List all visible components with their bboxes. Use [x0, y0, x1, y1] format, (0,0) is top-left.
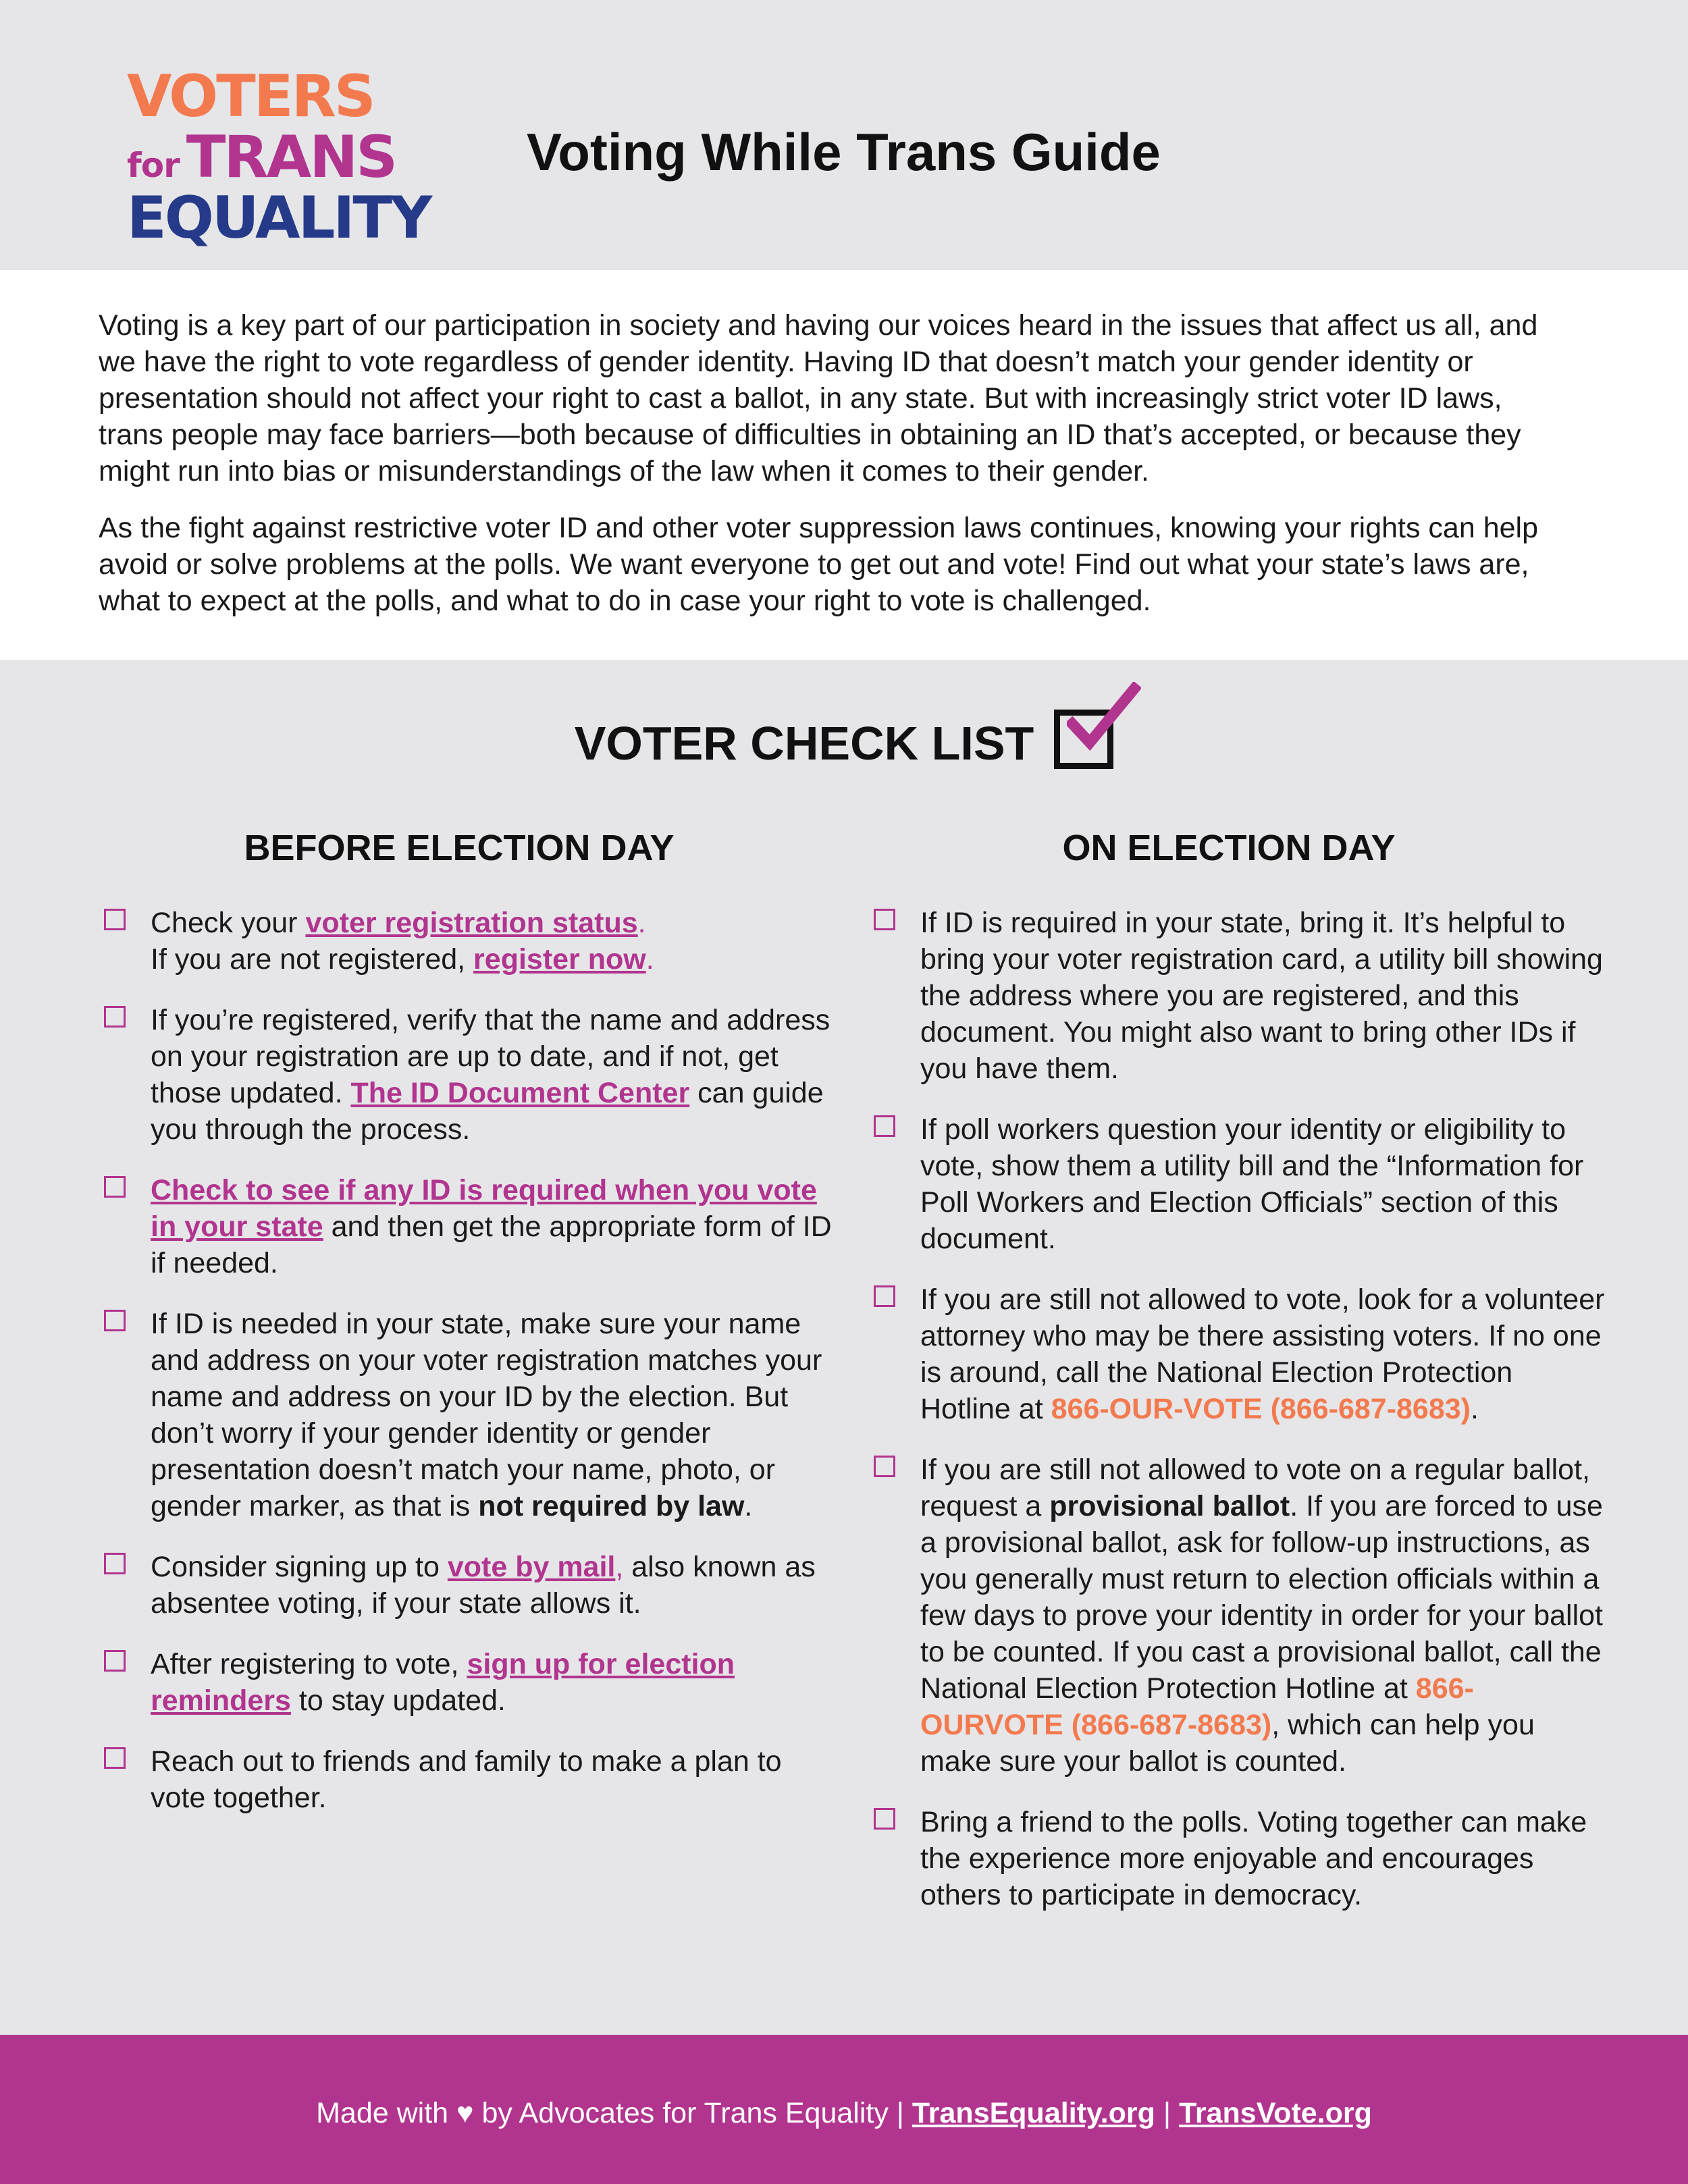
checkbox[interactable]: [874, 1115, 895, 1137]
on-election-day-list: [870, 905, 1606, 1938]
logo-word-trans: TRANS: [186, 124, 396, 191]
item-text: Consider signing up to: [151, 1551, 448, 1583]
logo-line-equality: EQUALITY: [127, 184, 431, 252]
item-text: , which can help you make sure your ballot is counted.: [920, 1709, 1535, 1778]
item-text: .: [744, 1490, 753, 1522]
list-item: [100, 1306, 836, 1524]
transvote-link[interactable]: TransVote.org: [1178, 2097, 1372, 2129]
hotline-phone-number[interactable]: 866-OUR-VOTE (866-687-8683): [1051, 1393, 1471, 1425]
item-text: Reach out to friends and family to make a plan to vote together.: [151, 1745, 782, 1814]
item-text: .: [1471, 1393, 1479, 1425]
list-item: [100, 1646, 836, 1719]
list-item: [100, 905, 836, 978]
checkbox[interactable]: [104, 1650, 126, 1672]
checkmark-icon: [1067, 682, 1141, 756]
header-band: [0, 0, 1688, 270]
footer-credit: by Advocates for Trans Equality |: [473, 2097, 912, 2129]
item-text: If you are still not allowed to vote on a regular ballot, request a: [920, 1454, 1590, 1522]
vote-by-mail-link[interactable]: vote by mail: [447, 1551, 616, 1583]
item-text: If you are not registered,: [151, 943, 474, 976]
checkbox[interactable]: [874, 1456, 895, 1477]
intro-paragraph-2: As the fight against restrictive voter ID and other voter suppression laws continues, knowing your rights can help avoid or solve problems at the polls. We want everyone to get out and vote! Find out what your state’s laws are, what to expect at the polls, and what to do in case your right to vote is challenged.: [99, 512, 1538, 617]
list-item: [870, 1804, 1606, 1913]
logo-line-voters: VOTERS: [127, 63, 374, 130]
footer-separator: |: [1155, 2097, 1179, 2129]
item-text: .: [645, 943, 654, 976]
item-text: If poll workers question your identity or eligibility to vote, show them a utility bill and the “Information for Poll Workers and Election Officials” section of this document.: [920, 1113, 1584, 1255]
on-election-day-heading: ON ELECTION DAY: [1062, 828, 1396, 868]
item-text: If ID is required in your state, bring it. It’s helpful to bring your voter registration card, a utility bill showing the address where you are registered, and this document. You might also want to bring other IDs if you have them.: [920, 907, 1603, 1085]
list-item: [870, 905, 1606, 1087]
checkbox[interactable]: [104, 1176, 126, 1198]
checkbox[interactable]: [104, 909, 126, 930]
item-text: can guide you through the process.: [151, 1077, 824, 1146]
item-text: If ID is needed in your state, make sure your name and address on your voter registration matches your name and address on your ID by the election. But don’t worry if your gender identity or gender presentation doesn’t match your name, photo, or gender marker, as that is: [151, 1308, 822, 1522]
footer-band: [0, 2035, 1688, 2184]
checkbox[interactable]: [874, 909, 895, 930]
list-item: [870, 1111, 1606, 1257]
list-item: [870, 1281, 1606, 1427]
item-text: Bring a friend to the polls. Voting together can make the experience more enjoyable and encourages others to participate in democracy.: [920, 1806, 1587, 1911]
list-item: [100, 1172, 836, 1281]
checkbox[interactable]: [874, 1285, 895, 1307]
checkbox[interactable]: [104, 1310, 126, 1331]
hotline-phone-number[interactable]: 866-OURVOTE (866-687-8683): [920, 1672, 1474, 1741]
footer-made-with: Made with: [316, 2097, 457, 2129]
item-text: Check your: [151, 907, 306, 939]
id-document-center-link[interactable]: The ID Document Center: [350, 1077, 690, 1109]
election-reminders-link[interactable]: sign up for election reminders: [151, 1648, 735, 1717]
footer-text: [0, 2097, 1688, 2130]
checkbox[interactable]: [874, 1808, 895, 1830]
item-bold-text: provisional ballot: [1049, 1490, 1290, 1522]
checkbox[interactable]: [104, 1006, 126, 1028]
intro-paragraph-1: Voting is a key part of our participation in society and having our voices heard in the issues that affect us all, and we have the right to vote regardless of gender identity. Having ID that doesn’t match your gender identity or presentation should not affect your right to cast a ballot, in any state. But with increasingly strict voter ID laws, trans people may face barriers—both because of difficulties in obtaining an ID that’s accepted, or because they might run into bias or misunderstandings of the law when it comes to their gender.: [99, 309, 1538, 487]
logo-line-trans: [127, 124, 396, 191]
item-text: also known as absentee voting, if your state allows it.: [151, 1551, 816, 1620]
item-text: . If you are forced to use a provisional ballot, ask for follow-up instructions, as you generally must return to election officials within a few days to prove your identity in order for your ballot to be counted. If you cast a provisional ballot, call the National Election Protection Hotline at: [920, 1490, 1604, 1705]
list-item: [100, 1002, 836, 1148]
item-text: .: [637, 907, 646, 939]
intro-section: [99, 307, 1571, 639]
page-title: Voting While Trans Guide: [527, 122, 1161, 182]
checkmark-box-icon: [1054, 710, 1113, 769]
voter-registration-status-link[interactable]: voter registration status: [305, 907, 638, 939]
item-bold-text: not required by law: [478, 1490, 745, 1522]
list-item: [870, 1451, 1606, 1780]
before-election-day-heading: BEFORE ELECTION DAY: [244, 828, 675, 868]
id-required-check-link[interactable]: Check to see if any ID is required when you vote in your state: [151, 1174, 817, 1243]
item-text: to stay updated.: [290, 1684, 506, 1717]
checklist-title: [0, 712, 1688, 773]
list-item: [100, 1743, 836, 1816]
item-text: If you’re registered, verify that the name and address on your registration are up to date, and if not, get those updated.: [151, 1004, 830, 1109]
register-now-link[interactable]: register now: [473, 943, 646, 976]
item-text: After registering to vote,: [151, 1648, 467, 1680]
before-election-day-list: [100, 905, 836, 1840]
list-item: [100, 1549, 836, 1622]
transequality-link[interactable]: TransEquality.org: [912, 2097, 1155, 2129]
item-text: and then get the appropriate form of ID if needed.: [151, 1210, 832, 1279]
checklist-title-text: VOTER CHECK LIST: [574, 716, 1034, 770]
logo-word-for: for: [127, 146, 180, 185]
checkbox[interactable]: [104, 1553, 126, 1574]
checkbox[interactable]: [104, 1747, 126, 1769]
item-text: ,: [615, 1551, 624, 1583]
voters-for-trans-equality-logo: [127, 63, 431, 252]
heart-icon: ♥: [456, 2097, 474, 2129]
item-text: If you are still not allowed to vote, look for a volunteer attorney who may be there assisting voters. If no one is around, call the National Election Protection Hotline at: [920, 1283, 1605, 1425]
